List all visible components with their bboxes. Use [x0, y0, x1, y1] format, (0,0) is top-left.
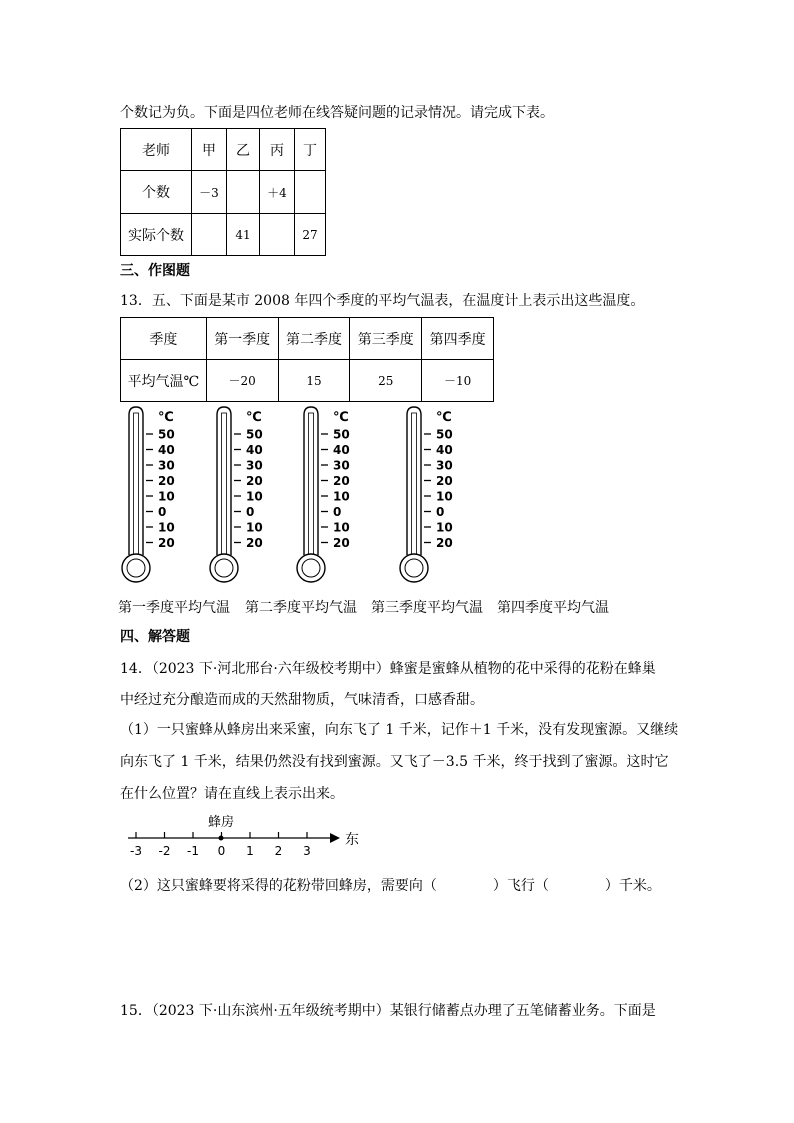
table-cell: [260, 214, 295, 256]
thermometer-scale-label: 50: [436, 427, 453, 442]
table-cell: 丙: [260, 129, 295, 171]
thermometer-caption: 第一季度平均气温: [118, 600, 230, 616]
table-cell: 个数: [121, 171, 192, 214]
number-line-tick-label: -2: [158, 844, 171, 858]
table-cell: 第一季度: [206, 318, 278, 360]
thermometer-tube: [217, 407, 231, 555]
thermometer-scale-label: 50: [333, 427, 350, 442]
question-14-line2: 中经过充分酿造而成的天然甜物质，气味清香，口感香甜。: [120, 692, 484, 708]
thermometer-scale-label: 20: [246, 474, 263, 488]
question-14-line1: 14．（2023 下·河北邢台·六年级校考期中）蜂蜜是蜜蜂从植物的花中采得的花粉在蜂巢: [120, 661, 656, 677]
section-title: 四、解答题: [120, 629, 190, 645]
question-15-line: 15．（2023 下·山东滨州·五年级统考期中）某银行储蓄点办理了五笔储蓄业务。下面是: [120, 1003, 656, 1019]
thermometer-scale-label: 40: [436, 443, 453, 457]
table-cell: [295, 171, 326, 214]
thermometer-scale-label: 20: [246, 536, 263, 550]
question-14-part1-line2: 向东飞了 1 千米，结果仍然没有找到蜜源。又飞了－3.5 千米，终于找到了蜜源。这时它: [120, 754, 669, 770]
thermometer-scale-label: 30: [333, 458, 350, 473]
intro-text: 个数记为负。下面是四位老师在线答疑问题的记录情况。请完成下表。: [120, 105, 554, 121]
thermometer-scale-label: 10: [436, 489, 453, 504]
thermometer: [398, 405, 538, 585]
table-cell: 41: [227, 214, 260, 256]
number-line-tick-label: 2: [274, 844, 283, 858]
table-cell: 甲: [192, 129, 227, 171]
thermometer-unit: ℃: [436, 410, 452, 425]
question-13: 13．五、下面是某市 2008 年四个季度的平均气温表，在温度计上表示出这些温度。: [120, 293, 645, 309]
table-cell: －20: [206, 360, 278, 402]
thermometer-scale-label: 20: [333, 536, 350, 550]
table-cell: [227, 171, 260, 214]
table-cell: 第二季度: [278, 318, 350, 360]
teacher-table: [120, 128, 326, 256]
number-line-tick-label: -1: [187, 844, 199, 858]
thermometer-tube: [304, 407, 318, 555]
section-title: 三、作图题: [120, 263, 190, 279]
question-14-part1-line1: （1）一只蜜蜂从蜂房出来采蜜，向东飞了 1 千米，记作＋1 千米，没有发现蜜源。又继续: [120, 722, 679, 738]
thermometer-scale-label: 20: [158, 474, 175, 488]
table-cell: 25: [350, 360, 422, 402]
question-14-part1-line3: 在什么位置？请在直线上表示出来。: [120, 786, 344, 802]
thermometer-scale-label: 20: [333, 474, 350, 488]
direction-label: 东: [345, 832, 359, 848]
thermometer-scale-label: 40: [333, 443, 350, 457]
thermometer-scale-label: 10: [436, 520, 453, 535]
thermometer-scale-label: 40: [158, 443, 175, 457]
origin-label: 蜂房: [207, 815, 235, 830]
thermometer-bulb: [400, 554, 428, 582]
number-line-arrow: [330, 833, 340, 843]
thermometer-unit: ℃: [158, 410, 174, 425]
thermometer-scale-label: 50: [158, 427, 175, 442]
thermometer-scale-label: 40: [246, 443, 263, 457]
thermometer-bulb: [210, 554, 238, 582]
thermometer-scale-label: 10: [246, 520, 263, 535]
thermometer-scale-label: 10: [158, 489, 175, 504]
thermometer-scale-label: 0: [246, 505, 255, 519]
thermometer-capillary: [412, 413, 417, 555]
table-cell: －3: [192, 171, 227, 214]
thermometer-scale-label: 20: [436, 474, 453, 488]
table-cell: 第三季度: [350, 318, 422, 360]
table-cell: [192, 214, 227, 256]
thermometer-tube: [129, 407, 143, 555]
thermometer-scale-label: 30: [158, 458, 175, 473]
thermometer-unit: ℃: [246, 410, 262, 425]
thermometer-caption: 第二季度平均气温: [245, 600, 357, 616]
table-cell: 乙: [227, 129, 260, 171]
table-cell: 实际个数: [121, 214, 192, 256]
origin-point: [219, 836, 224, 841]
thermometer-scale-label: 10: [246, 489, 263, 504]
thermometer-scale-label: 30: [246, 458, 263, 473]
table-cell: 27: [295, 214, 326, 256]
table-cell: 15: [278, 360, 350, 402]
number-line: [120, 812, 360, 860]
table-cell: －10: [422, 360, 494, 402]
table-cell: 季度: [121, 318, 207, 360]
thermometer-scale-label: 0: [158, 505, 167, 519]
thermometer-scale-label: 50: [246, 427, 263, 442]
table-cell: ＋4: [260, 171, 295, 214]
number-line-tick-label: 1: [246, 844, 254, 858]
table-cell: 平均气温℃: [121, 360, 207, 402]
thermometer-scale-label: 30: [436, 458, 453, 473]
number-line-tick-label: 0: [217, 844, 226, 858]
thermometer-scale-label: 20: [158, 536, 175, 550]
thermometer-scale-label: 10: [158, 520, 175, 535]
thermometer-scale-label: 10: [333, 489, 350, 504]
temperature-table: [120, 317, 494, 402]
thermometer-capillary: [309, 413, 314, 555]
thermometer-scale-label: 0: [436, 505, 445, 519]
thermometer-scale-label: 0: [333, 505, 342, 519]
table-cell: 老师: [121, 129, 192, 171]
number-line-tick-label: 3: [303, 844, 311, 858]
thermometer-tube: [407, 407, 421, 555]
number-line-tick-label: -3: [130, 844, 142, 858]
thermometer-bulb: [122, 554, 150, 582]
thermometer-scale-label: 20: [436, 536, 453, 550]
thermometer-bulb: [297, 554, 325, 582]
question-14-part2: （2）这只蜜蜂要将采得的花粉带回蜂房，需要向（ ）飞行（ ）千米。: [120, 878, 661, 894]
thermometer-unit: ℃: [333, 410, 349, 425]
thermometer-capillary: [222, 413, 227, 555]
thermometer-capillary: [134, 413, 139, 555]
thermometer-scale-label: 10: [333, 520, 350, 535]
table-cell: 第四季度: [422, 318, 494, 360]
thermometer-caption: 第四季度平均气温: [497, 600, 609, 616]
thermometer-caption: 第三季度平均气温: [371, 600, 483, 616]
table-cell: 丁: [295, 129, 326, 171]
